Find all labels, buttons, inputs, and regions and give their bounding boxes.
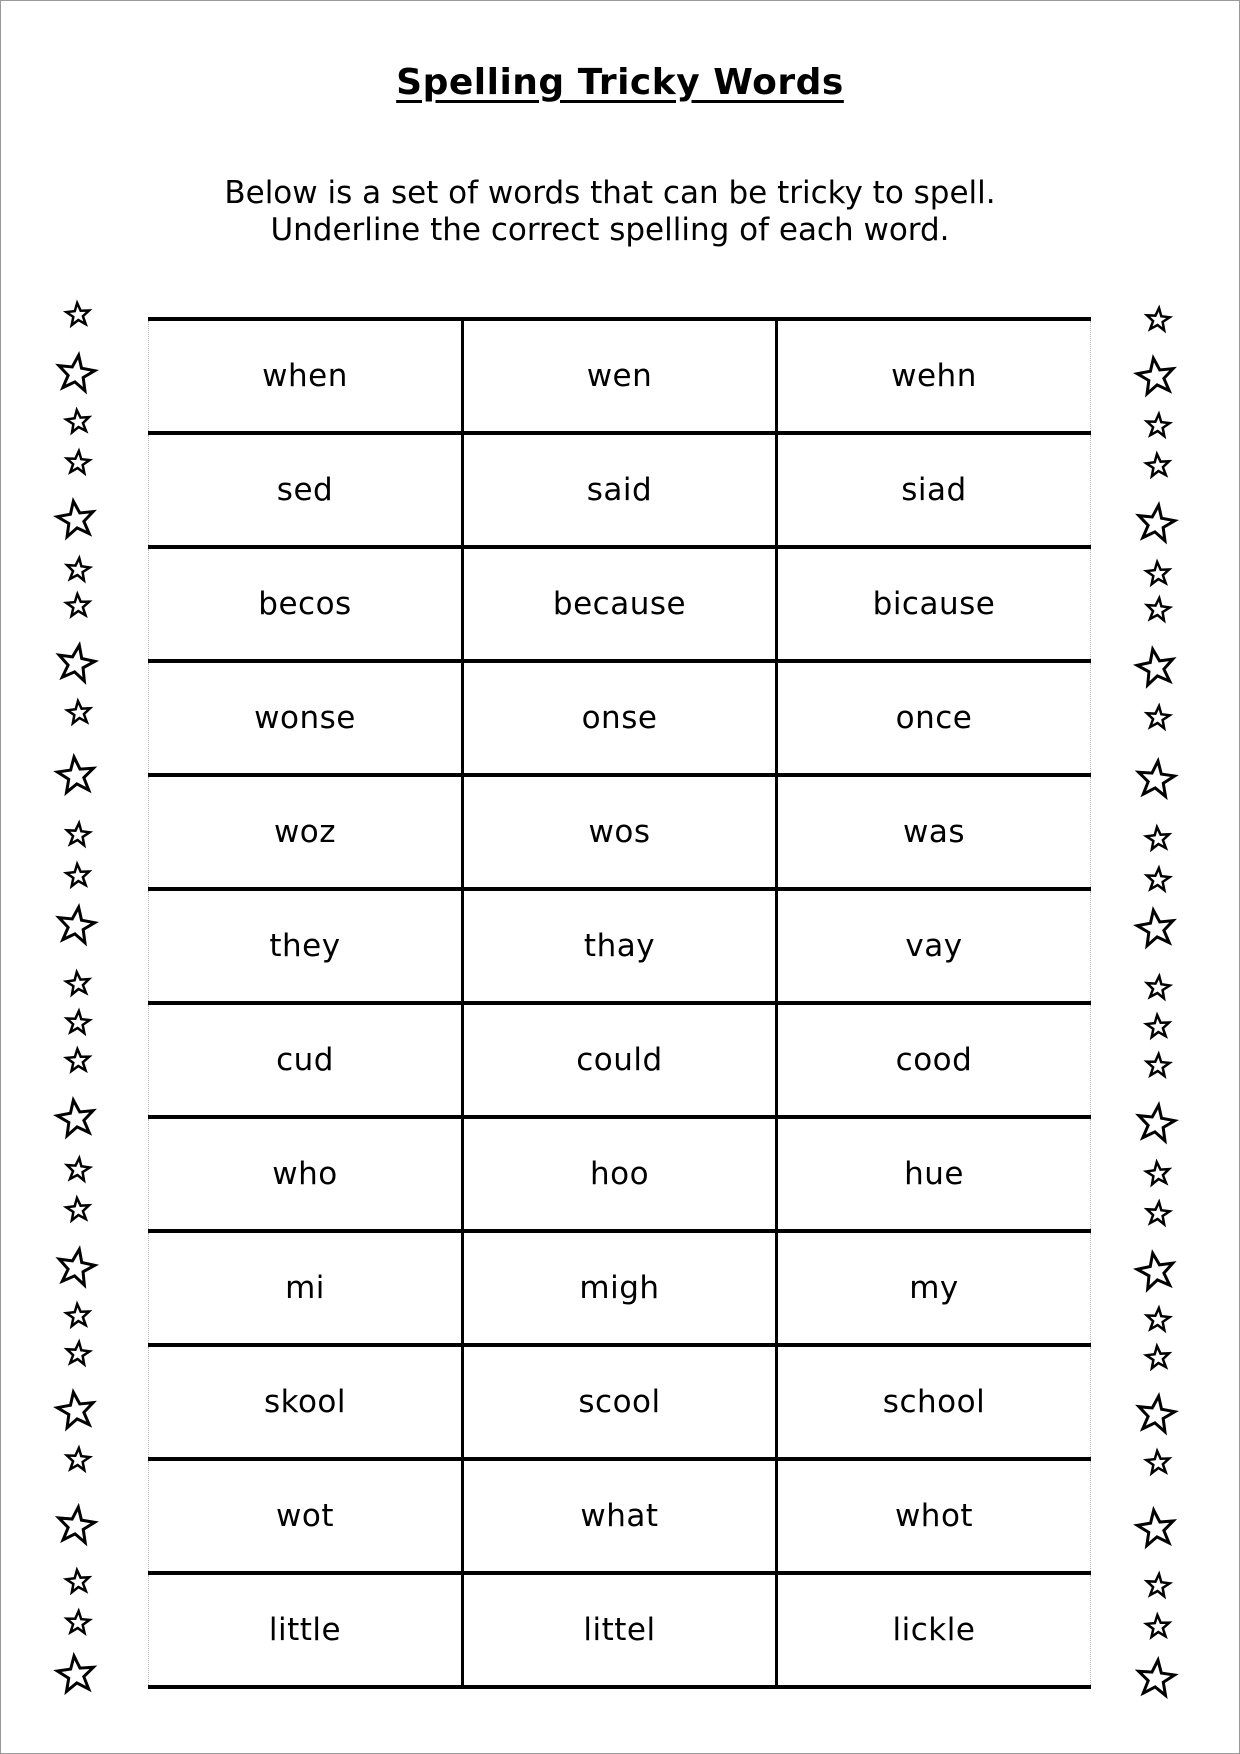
star-outline-icon [1142, 1050, 1174, 1082]
worksheet-title: Spelling Tricky Words [396, 62, 844, 103]
star-outline-icon [53, 497, 99, 543]
word-option[interactable]: sed [149, 433, 463, 547]
star-outline-icon [53, 641, 99, 687]
star-outline-icon [1133, 501, 1179, 547]
word-option[interactable]: hoo [463, 1117, 777, 1231]
star-outline-icon [1142, 1342, 1174, 1374]
star-outline-icon [1142, 1570, 1174, 1602]
star-outline-icon [62, 299, 94, 331]
word-option[interactable]: who [149, 1117, 463, 1231]
star-outline-icon [1133, 906, 1179, 952]
word-option[interactable]: whot [777, 1459, 1091, 1573]
star-outline-icon [62, 1194, 94, 1226]
word-row [149, 1459, 1091, 1573]
star-outline-icon [62, 1154, 94, 1186]
star-outline-icon [53, 1503, 99, 1549]
word-option[interactable]: once [777, 661, 1091, 775]
star-outline-icon [53, 1245, 99, 1291]
star-outline-icon [1142, 1198, 1174, 1230]
star-outline-icon [1142, 972, 1174, 1004]
star-outline-icon [62, 1444, 94, 1476]
star-outline-icon [1133, 645, 1179, 691]
star-outline-icon [62, 1007, 94, 1039]
word-row [149, 319, 1091, 433]
word-option[interactable]: onse [463, 661, 777, 775]
word-row [149, 775, 1091, 889]
word-option[interactable]: littel [463, 1573, 777, 1687]
star-outline-icon [53, 753, 99, 799]
star-outline-icon [1133, 1392, 1179, 1438]
star-outline-icon [53, 1096, 99, 1142]
star-outline-icon [1142, 1447, 1174, 1479]
star-outline-icon [1142, 1611, 1174, 1643]
star-outline-icon [53, 903, 99, 949]
word-option[interactable]: becos [149, 547, 463, 661]
word-option[interactable]: skool [149, 1345, 463, 1459]
word-option[interactable]: wonse [149, 661, 463, 775]
star-outline-icon [1133, 1249, 1179, 1295]
instruction-line-1: Below is a set of words that can be tricky to spell. [224, 175, 996, 211]
star-outline-icon [63, 697, 95, 729]
star-outline-icon [53, 1652, 99, 1698]
word-row [149, 547, 1091, 661]
star-outline-icon [1133, 757, 1179, 803]
word-option[interactable]: lickle [777, 1573, 1091, 1687]
word-row [149, 433, 1091, 547]
word-row [149, 1003, 1091, 1117]
word-option[interactable]: woz [149, 775, 463, 889]
star-outline-icon [53, 351, 99, 397]
word-row [149, 1573, 1091, 1687]
star-outline-icon [1142, 1011, 1174, 1043]
star-outline-icon [1142, 558, 1174, 590]
word-option[interactable]: migh [463, 1231, 777, 1345]
star-outline-icon [53, 1388, 99, 1434]
star-outline-icon [1133, 1101, 1179, 1147]
word-row [149, 1231, 1091, 1345]
star-outline-icon [1142, 594, 1174, 626]
word-row [149, 661, 1091, 775]
word-option[interactable]: mi [149, 1231, 463, 1345]
star-outline-icon [1133, 1506, 1179, 1552]
star-outline-icon [1142, 304, 1174, 336]
star-outline-icon [1142, 1158, 1174, 1190]
word-option[interactable]: wot [149, 1459, 463, 1573]
word-option[interactable]: they [149, 889, 463, 1003]
word-row [149, 889, 1091, 1003]
star-outline-icon [62, 1045, 94, 1077]
star-outline-icon [62, 1566, 94, 1598]
instruction-line-2: Underline the correct spelling of each word. [270, 212, 950, 248]
word-option[interactable]: hue [777, 1117, 1091, 1231]
star-outline-icon [62, 1300, 94, 1332]
word-option[interactable]: what [463, 1459, 777, 1573]
star-outline-icon [62, 1338, 94, 1370]
word-option[interactable]: could [463, 1003, 777, 1117]
star-outline-icon [62, 860, 94, 892]
word-option[interactable]: school [777, 1345, 1091, 1459]
word-option[interactable]: siad [777, 433, 1091, 547]
word-option[interactable]: because [463, 547, 777, 661]
word-option[interactable]: wen [463, 319, 777, 433]
star-outline-icon [1133, 1656, 1179, 1702]
star-outline-icon [1142, 450, 1174, 482]
star-outline-icon [62, 819, 94, 851]
star-outline-icon [1142, 864, 1174, 896]
word-option[interactable]: said [463, 433, 777, 547]
word-row [149, 1117, 1091, 1231]
word-row [149, 1345, 1091, 1459]
star-outline-icon [62, 968, 94, 1000]
star-outline-icon [62, 590, 94, 622]
star-outline-icon [1133, 354, 1179, 400]
star-outline-icon [1142, 410, 1174, 442]
word-option[interactable]: wos [463, 775, 777, 889]
word-option[interactable]: bicause [777, 547, 1091, 661]
word-option[interactable]: vay [777, 889, 1091, 1003]
word-option[interactable]: cud [149, 1003, 463, 1117]
word-option[interactable]: when [149, 319, 463, 433]
word-option[interactable]: little [149, 1573, 463, 1687]
instructions [0, 175, 1220, 249]
star-outline-icon [62, 406, 94, 438]
star-outline-icon [62, 447, 94, 479]
word-option[interactable]: cood [777, 1003, 1091, 1117]
star-outline-icon [1142, 823, 1174, 855]
word-option[interactable]: was [777, 775, 1091, 889]
star-outline-icon [1142, 1304, 1174, 1336]
word-option[interactable]: thay [463, 889, 777, 1003]
word-table [148, 317, 1091, 1689]
word-option[interactable]: wehn [777, 319, 1091, 433]
star-outline-icon [62, 554, 94, 586]
star-outline-icon [62, 1607, 94, 1639]
star-outline-icon [1142, 702, 1174, 734]
word-option[interactable]: scool [463, 1345, 777, 1459]
word-option[interactable]: my [777, 1231, 1091, 1345]
